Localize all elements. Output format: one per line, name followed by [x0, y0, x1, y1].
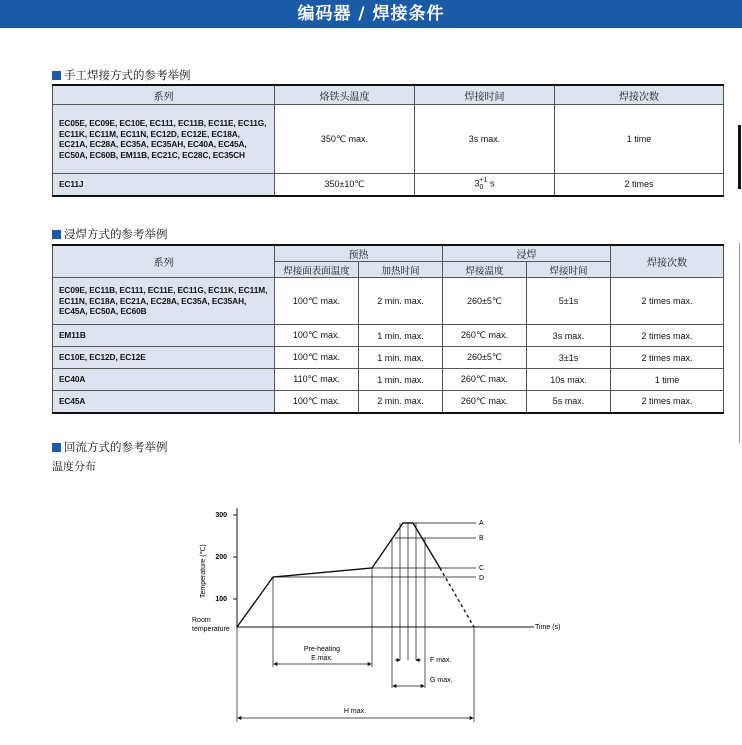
marker-a: A [479, 520, 484, 527]
g-label: G max. [430, 677, 453, 684]
value-cell: 2 times max. [611, 278, 724, 325]
reflow-temperature-profile-diagram [180, 500, 580, 730]
table-header: 浸焊 [443, 245, 611, 262]
table-header: 焊接次数 [611, 245, 724, 278]
table-row [53, 325, 724, 347]
table-row [53, 347, 724, 369]
value-cell: 2 times max. [611, 347, 724, 369]
value-cell: 3 +1 0 s [415, 174, 555, 196]
value-cell: 1 min. max. [359, 369, 443, 391]
value-cell: 260℃ max. [443, 369, 527, 391]
page-title: 编码器 / 焊接条件 [0, 0, 742, 28]
y-tick-label: 200 [215, 554, 227, 561]
section-square-icon [52, 230, 61, 239]
table-subheader: 焊接面表面温度 [275, 262, 359, 278]
h-label: H max. [343, 708, 367, 715]
page-edge-mark [739, 243, 740, 443]
reflow-section-title: 回流方式的参考举例 [52, 439, 168, 455]
section-square-icon [52, 71, 61, 80]
value-cell: 3±1s [527, 347, 611, 369]
room-temp-label: temperature [192, 626, 230, 633]
value-cell: 3s max. [415, 105, 555, 174]
table-header: 系列 [53, 85, 275, 105]
preheat-label: Pre-heating [303, 646, 341, 653]
marker-b: B [479, 535, 484, 542]
value-cell: 1 min. max. [359, 347, 443, 369]
value-cell: 10s max. [527, 369, 611, 391]
value-cell: 100℃ max. [275, 391, 359, 413]
y-tick-label: 100 [215, 596, 227, 603]
value-cell: 2 times [555, 174, 724, 196]
table-row [53, 391, 724, 413]
model-cell: EM11B [53, 325, 275, 347]
value-cell: 260℃ max. [443, 391, 527, 413]
model-cell: EC45A [53, 391, 275, 413]
model-cell: EC05E, EC09E, EC10E, EC111, EC11B, EC11E, EC11G, EC11K, EC11M, EC11N, EC12D, EC12E, EC18A, EC21A, EC28A, EC35A, EC35AH, EC40A, EC45A, EC50A, EC60B, EM11B, EC21C, EC28C, EC35CH [53, 105, 275, 174]
value-cell: 110℃ max. [275, 369, 359, 391]
marker-c: C [479, 565, 485, 572]
section-square-icon [52, 443, 61, 452]
value-cell: 1 min. max. [359, 325, 443, 347]
marker-d: D [479, 575, 485, 582]
room-temp-label: Room [192, 617, 211, 624]
table-row [53, 369, 724, 391]
value-cell: 260℃ max. [443, 325, 527, 347]
table-header: 焊接次数 [555, 85, 724, 105]
manual-solder-table [52, 84, 724, 197]
table-header: 焊接时间 [415, 85, 555, 105]
y-tick-label: 300 [215, 512, 227, 519]
model-cell: EC10E, EC12D, EC12E [53, 347, 275, 369]
value-cell: 2 min. max. [359, 278, 443, 325]
value-cell: 1 time [611, 369, 724, 391]
profile-curve [237, 523, 440, 627]
table-subheader: 加热时间 [359, 262, 443, 278]
table-row [53, 174, 724, 196]
value-cell: 100℃ max. [275, 347, 359, 369]
value-cell: 5±1s [527, 278, 611, 325]
table-subheader: 焊接温度 [443, 262, 527, 278]
f-label: F max. [430, 657, 452, 664]
value-cell: 350±10℃ [275, 174, 415, 196]
value-cell: 350℃ max. [275, 105, 415, 174]
preheat-label: E max. [311, 655, 333, 662]
temperature-profile-title: 温度分布 [52, 460, 96, 473]
x-axis-label: Time (s) [535, 624, 561, 631]
table-row [53, 278, 724, 325]
value-cell: 260±5℃ [443, 347, 527, 369]
table-subheader: 焊接时间 [527, 262, 611, 278]
table-row [53, 105, 724, 174]
dip-section-title: 浸焊方式的参考举例 [52, 226, 168, 242]
value-cell: 2 times max. [611, 391, 724, 413]
value-cell: 100℃ max. [275, 278, 359, 325]
value-cell: 100℃ max. [275, 325, 359, 347]
value-cell: 260±5℃ [443, 278, 527, 325]
y-axis-label: Temperature (℃) [200, 544, 207, 598]
value-cell: 1 time [555, 105, 724, 174]
table-header: 系列 [53, 245, 275, 278]
model-cell: EC40A [53, 369, 275, 391]
model-cell: EC09E, EC11B, EC111, EC11E, EC11G, EC11K, EC11M, EC11N, EC18A, EC21A, EC28A, EC35A, EC35AH, EC45A, EC50A, EC60B [53, 278, 275, 325]
dip-solder-table [52, 244, 724, 414]
value-cell: 5s max. [527, 391, 611, 413]
table-header: 烙铁头温度 [275, 85, 415, 105]
manual-section-title: 手工焊接方式的参考举例 [52, 67, 191, 83]
value-cell: 3s max. [527, 325, 611, 347]
value-cell: 2 times max. [611, 325, 724, 347]
table-header: 预热 [275, 245, 443, 262]
page-edge-mark [738, 125, 741, 189]
model-cell: EC11J [53, 174, 275, 196]
value-cell: 2 min. max. [359, 391, 443, 413]
